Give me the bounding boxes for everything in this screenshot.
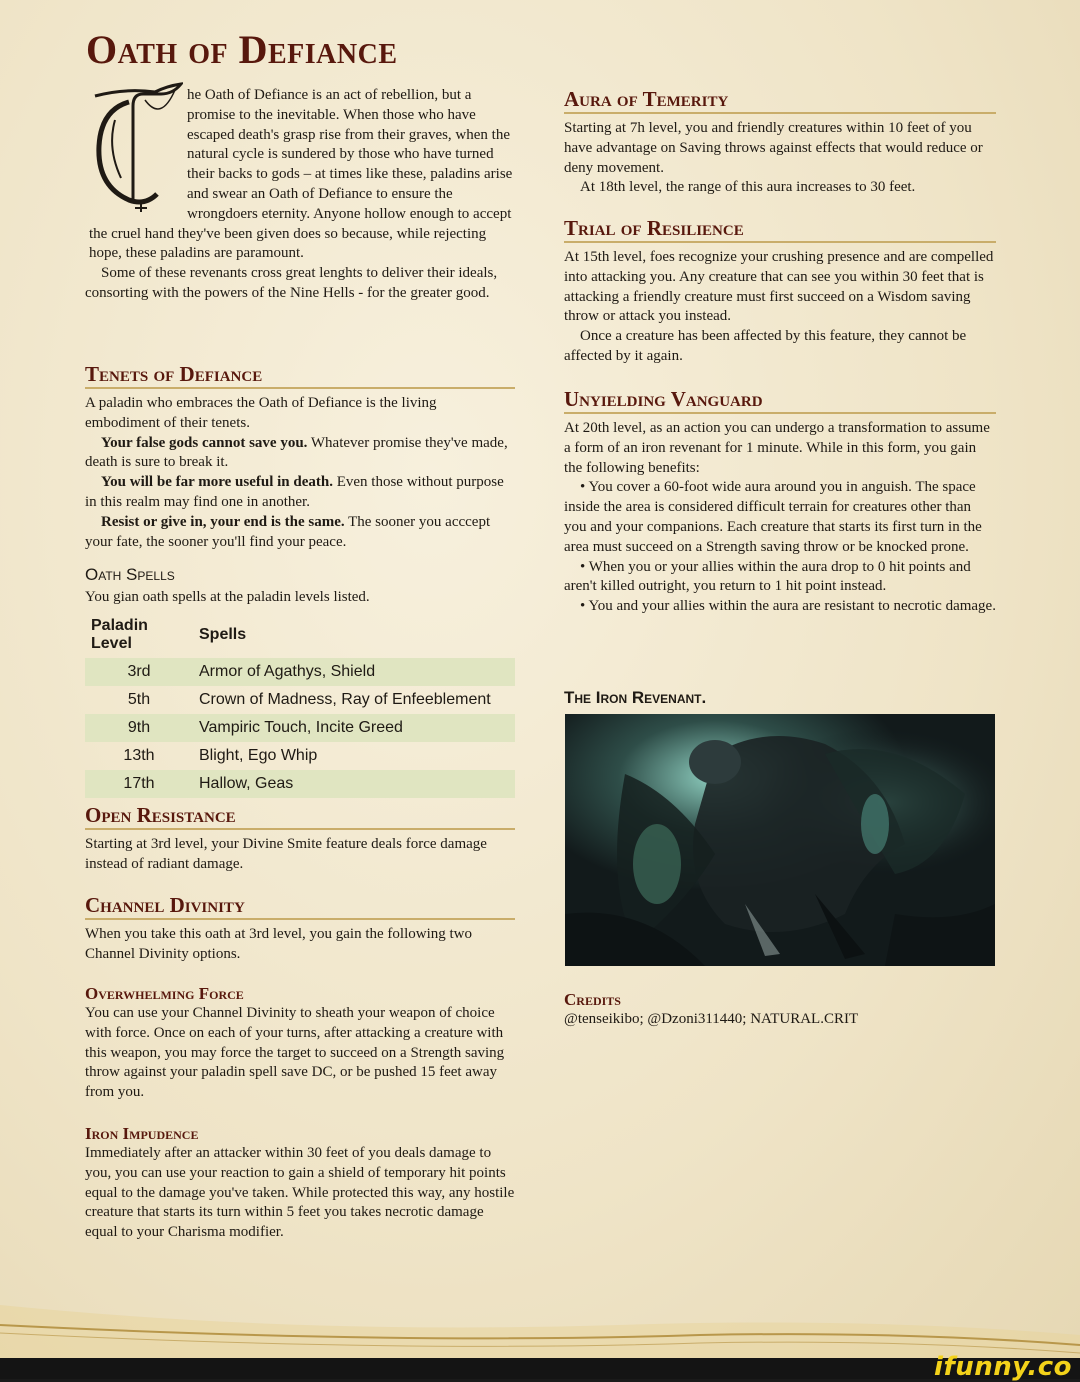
overwhelming-force-heading: Overwhelming Force: [85, 984, 244, 1003]
iron-revenant-section: [564, 688, 996, 708]
tenet-3: [85, 513, 515, 553]
open-resistance-heading: Open Resistance: [85, 803, 515, 830]
row-spells: Vampiric Touch, Incite Greed: [193, 714, 515, 742]
iron-impudence-text: Immediately after an attacker within 30 feet of you deals damage to you, you can use your reaction to gain a shield of temporary hit points equal to the damage you've taken. While protected this way, any hostile creature that starts its turn within 5 feet you takes necrotic damage equal to your Charisma modifier.: [85, 1145, 515, 1241]
intro-paragraph-2: Some of these revenants cross great lenghts to deliver their ideals, consorting with the powers of the Nine Hells - for the greater good.: [85, 265, 498, 301]
dropcap-letter-icon: [85, 82, 183, 212]
table-row: [85, 658, 515, 686]
row-level: 5th: [127, 690, 151, 708]
channel-divinity-text: When you take this oath at 3rd level, you gain the following two Channel Divinity options.: [85, 926, 472, 962]
table-row: [85, 742, 515, 770]
open-resistance-text: Starting at 3rd level, your Divine Smite feature deals force damage instead of radiant damage.: [85, 836, 487, 872]
col-header-spells: Spells: [199, 625, 247, 643]
unyielding-vanguard-section: [564, 387, 996, 617]
tenet-1-bold: Your false gods cannot save you.: [101, 434, 308, 451]
iron-revenant-artwork: [565, 714, 995, 966]
overwhelming-force-text: You can use your Channel Divinity to sheath your weapon of choice with force. Once on each of your turns, after attacking a creature with this weapon, you may force the target to succeed on a Strength saving throw against your paladin spell save DC, or be pushed 15 feet away from you.: [85, 1005, 505, 1101]
page-footer-decoration: [0, 1295, 1080, 1358]
tenet-2: [85, 473, 515, 513]
iron-impudence-section: [85, 1124, 515, 1243]
aura-of-temerity-section: [564, 87, 996, 198]
credits-heading: Credits: [564, 990, 621, 1009]
credits-text: @tenseikibo; @Dzoni311440; NATURAL.CRIT: [564, 1011, 859, 1027]
row-spells: Hallow, Geas: [193, 770, 515, 798]
row-spells: Crown of Madness, Ray of Enfeeblement: [199, 690, 491, 708]
vanguard-bullet-2: • When you or your allies within the aura drop to 0 hit points and aren't killed outright, you return to 1 hit point instead.: [564, 558, 971, 595]
oath-spells-section: [85, 565, 515, 798]
aura-of-temerity-text: Starting at 7h level, you and friendly creatures within 10 feet of you have advantage on Saving throws against effects that would reduce or deny movement.: [564, 120, 983, 176]
tenets-heading: Tenets of Defiance: [85, 362, 515, 389]
aura-of-temerity-text-2: At 18th level, the range of this aura increases to 30 feet.: [580, 179, 916, 196]
table-header-row: [85, 614, 515, 658]
credits-section: [564, 990, 996, 1030]
intro-paragraph: he Oath of Defiance is an act of rebellion, but a promise to the inevitable. When those who have escaped death's grasp rise from their graves, when the natural cycle is sundered by those who have turned their backs to gods – at times like these, paladins arise and swear an Oath of Defiance to ensure the wrongdoers eternity. Anyone hollow enough to accept the cruel hand they've been given does so because, while rejecting hope, these paladins are paramount.: [89, 87, 513, 262]
tenet-2-text: Even those without purpose in this realm may find one in another.: [85, 474, 504, 510]
footer-bar: [0, 1358, 1080, 1379]
unyielding-vanguard-heading: Unyielding Vanguard: [564, 387, 996, 414]
page-title: Oath of Defiance: [86, 27, 398, 72]
row-spells: Blight, Ego Whip: [199, 746, 318, 764]
iron-revenant-heading: The Iron Revenant.: [564, 688, 707, 707]
channel-divinity-heading: Channel Divinity: [85, 893, 515, 920]
row-level: 13th: [123, 746, 155, 764]
tenet-2-bold: You will be far more useful in death.: [101, 474, 333, 491]
table-row: [85, 770, 515, 798]
ifunny-watermark: ifunny.co: [934, 1352, 1072, 1382]
tenet-1: [85, 434, 515, 474]
open-resistance-section: [85, 803, 515, 875]
trial-of-resilience-text: At 15th level, foes recognize your crushing presence and are compelled into attacking you. Any creature that can see you within 30 feet that is attacking a friendly creature must first succeed on a Wisdom saving throw or attack you instead.: [564, 249, 994, 325]
intro-block: [85, 86, 515, 304]
aura-of-temerity-heading: Aura of Temerity: [564, 87, 996, 114]
trial-of-resilience-heading: Trial of Resilience: [564, 216, 996, 243]
table-row: [85, 686, 515, 714]
tenets-intro: A paladin who embraces the Oath of Defiance is the living embodiment of their tenets.: [85, 395, 437, 431]
row-level: 17th: [85, 770, 193, 798]
vanguard-bullet-3: • You and your allies within the aura are resistant to necrotic damage.: [580, 598, 996, 615]
vanguard-bullet-1: • You cover a 60-foot wide aura around you in anguish. The space inside the area is considered difficult terrain for creatures other than you and your companions. Each creature that starts its first turn in the area must succeed on a Strength saving throw or be knocked prone.: [564, 479, 982, 555]
oath-spells-table: [85, 614, 515, 798]
tenets-section: [85, 362, 515, 552]
trial-of-resilience-section: [564, 216, 996, 367]
tenet-3-bold: Resist or give in, your end is the same.: [101, 513, 345, 530]
table-row: [85, 714, 515, 742]
row-level: 3rd: [85, 658, 193, 686]
trial-of-resilience-text-2: Once a creature has been affected by this feature, they cannot be affected by it again.: [564, 328, 967, 364]
tenet-1-text: Whatever promise they've made, death is sure to break it.: [85, 434, 508, 471]
row-level: 9th: [85, 714, 193, 742]
oath-spells-heading: Oath Spells: [85, 565, 175, 584]
channel-divinity-section: [85, 893, 515, 965]
oath-spells-intro: You gian oath spells at the paladin levels listed.: [85, 589, 370, 605]
unyielding-vanguard-text: At 20th level, as an action you can undergo a transformation to assume a form of an iron revenant for 1 minute. While in this form, you gain the following benefits:: [564, 420, 990, 476]
col-header-level: Paladin Level: [91, 616, 148, 652]
iron-impudence-heading: Iron Impudence: [85, 1124, 199, 1143]
row-spells: Armor of Agathys, Shield: [193, 658, 515, 686]
tenet-3-text: The sooner you acccept your fate, the sooner you'll find your peace.: [85, 513, 491, 550]
overwhelming-force-section: [85, 984, 515, 1103]
